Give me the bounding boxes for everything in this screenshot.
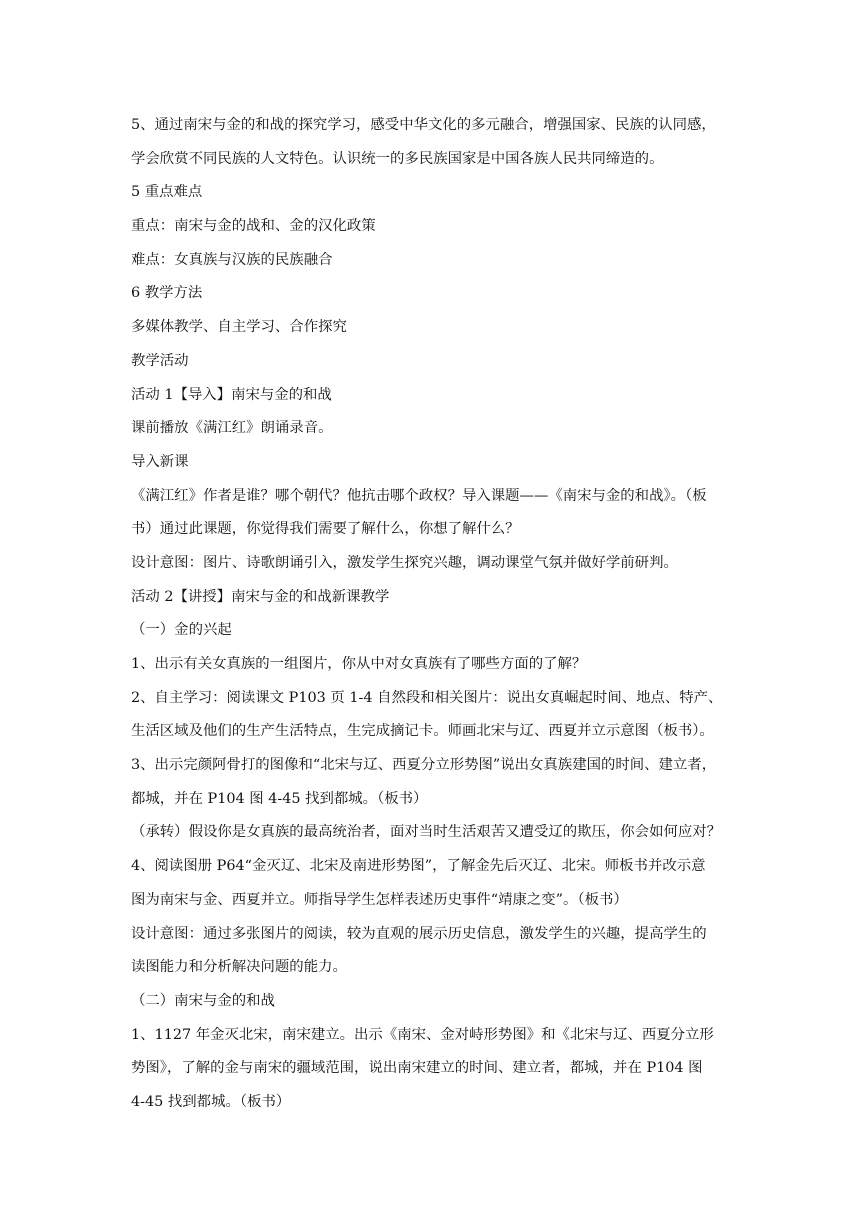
methods-text: 多媒体教学、自主学习、合作探究 (131, 319, 347, 336)
part-2-step-1-line-3: 4-45 找到都城。（板书） (131, 1093, 291, 1110)
step-2-line-1: 2、自主学习：阅读课文 P103 页 1-4 自然段和相关图片：说出女真崛起时间、地点、特产、 (131, 689, 723, 706)
step-1-text: 1、出示有关女真族的一组图片，你从中对女真族有了哪些方面的了解？ (131, 656, 587, 672)
design-intent-2-line-1: 设计意图：通过多张图片的阅读，较为直观的展示历史信息，激发学生的兴趣，提高学生的 (131, 925, 707, 942)
step-2-line-2: 生活区域及他们的生产生活特点，生完成摘记卡。师画北宋与辽、西夏并立示意图（板书）。 (131, 723, 714, 740)
intro-paragraph-line-2: 书）通过此课题，你觉得我们需要了解什么，你想了解什么？ (131, 521, 520, 538)
section-heading-methods: 6 教学方法 (131, 285, 203, 302)
intro-heading: 导入新课 (131, 453, 189, 470)
step-3-line-2: 都城，并在 P104 图 4-45 找到都城。（板书） (131, 790, 428, 807)
intro-paragraph-line-1: 《满江红》作者是谁？哪个朝代？他抗击哪个政权？导入课题——《南宋与金的和战》。（板 (131, 487, 707, 504)
section-heading-key-points: 5 重点难点 (131, 184, 203, 201)
transition-text: （承转）假设你是女真族的最高统治者，面对当时生活艰苦又遭受辽的欺压，你会如何应对？ (131, 824, 722, 841)
goal-5-line-1: 5、通过南宋与金的和战的探究学习，感受中华文化的多元融合，增强国家、民族的认同感， (131, 117, 716, 133)
design-intent-1: 设计意图：图片、诗歌朗诵引入，激发学生探究兴趣，调动课堂气氛并做好学前研判。 (131, 554, 678, 571)
design-intent-2-line-2: 读图能力和分析解决问题的能力。 (131, 959, 347, 976)
difficulty-text: 难点：女真族与汉族的民族融合 (131, 251, 333, 268)
subsection-heading-1: （一）金的兴起 (131, 622, 232, 639)
step-4-line-1: 4、阅读图册 P64“金灭辽、北宋及南进形势图”，了解金先后灭辽、北宋。师板书并改示意 (131, 858, 706, 875)
section-heading-activities: 教学活动 (131, 352, 189, 369)
step-4-line-2: 图为南宋与金、西夏并立。师指导学生怎样表述历史事件“靖康之变”。（板书） (131, 891, 628, 908)
activity-2-heading: 活动 2【讲授】南宋与金的和战新课教学 (131, 588, 390, 605)
subsection-heading-2: （二）南宋与金的和战 (131, 992, 275, 1009)
activity-1-text: 课前播放《满江红》朗诵录音。 (131, 420, 333, 437)
document-body (131, 109, 741, 1120)
goal-5-line-2: 学会欣赏不同民族的人文特色。认识统一的多民族国家是中国各族人民共同缔造的。 (131, 150, 664, 167)
activity-1-heading: 活动 1【导入】南宋与金的和战 (131, 386, 332, 403)
step-3-line-1: 3、出示完颜阿骨打的图像和“北宋与辽、西夏分立形势图”说出女真族建国的时间、建立者， (131, 757, 717, 774)
key-point-text: 重点：南宋与金的战和、金的汉化政策 (131, 218, 376, 235)
part-2-step-1-line-2: 势图》，了解的金与南宋的疆域范围，说出南宋建立的时间、建立者，都城，并在 P104 图 (131, 1060, 703, 1077)
part-2-step-1-line-1: 1、1127 年金灭北宋，南宋建立。出示《南宋、金对峙形势图》和《北宋与辽、西夏分立形 (131, 1026, 714, 1043)
